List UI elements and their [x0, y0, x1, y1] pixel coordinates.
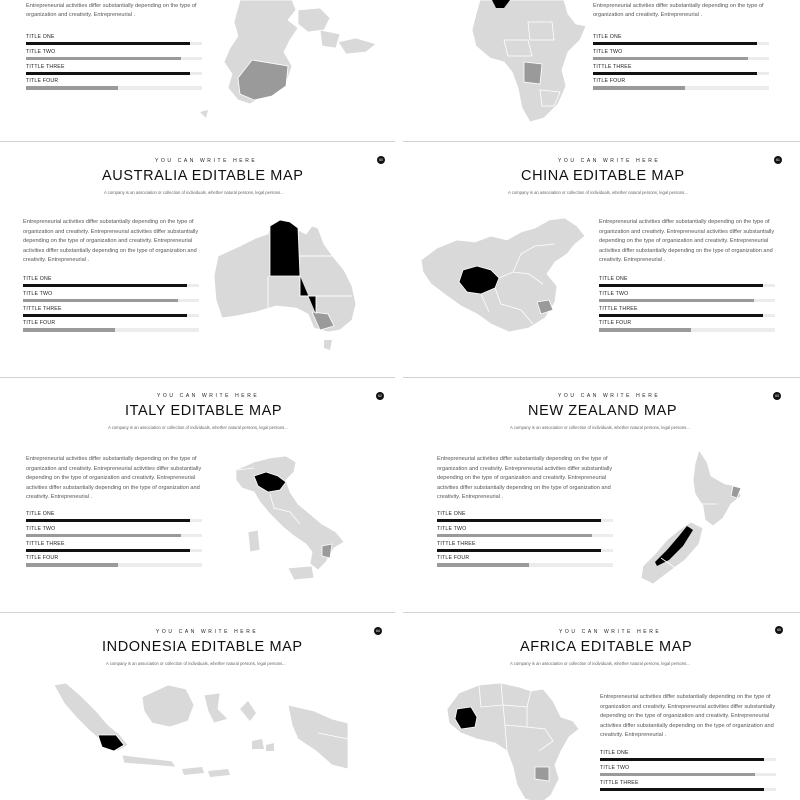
africa-map-partial — [468, 0, 588, 128]
slide-italy — [0, 378, 395, 611]
progress-label: TITLE TWO — [23, 290, 53, 297]
progress-label: TITLE ONE — [437, 511, 466, 517]
china-map — [417, 214, 589, 342]
paragraph-fragment: Entrepreneurial activities differ substantially depending on the type of organization and creativity. Entrepreneurial . — [593, 2, 764, 19]
progress-label: TITLE FOUR — [23, 320, 56, 327]
progress-fill — [437, 534, 592, 537]
progress-fill — [600, 758, 764, 761]
progress-track — [26, 57, 202, 60]
progress-item — [26, 526, 202, 541]
progress-label: TITLE ONE — [600, 750, 629, 756]
progress-item — [23, 320, 199, 335]
progress-label: TITLE TWO — [26, 48, 56, 55]
progress-track — [26, 563, 202, 566]
progress-label: TITTLE THREE — [26, 63, 65, 70]
progress-fill — [437, 549, 601, 552]
progress-fill — [599, 284, 763, 287]
progress-fill — [593, 57, 748, 60]
progress-track — [23, 284, 199, 287]
progress-bars — [599, 276, 775, 335]
slide-indonesia — [0, 613, 395, 800]
progress-item — [599, 276, 775, 291]
slide-subtitle: A company is an association or collection of individuals, whether natural persons, legal persons... — [508, 190, 688, 195]
progress-fill — [593, 42, 757, 45]
progress-item — [26, 64, 202, 79]
progress-bars — [593, 34, 769, 93]
slide-title: NEW ZEALAND MAP — [528, 403, 678, 419]
progress-label: TITLE TWO — [599, 290, 629, 297]
progress-track — [437, 563, 613, 566]
paragraph: Entrepreneurial activities differ substantially depending on the type of organization and creativity. Entrepreneurial activities differ substantially depending on the type of organization and creativity. Entrepreneurial activities differ substantially depending on the type of organization and creativity. Entrepreneurial . — [26, 456, 202, 501]
progress-item — [23, 291, 199, 306]
progress-fill — [593, 86, 685, 89]
progress-item — [599, 320, 775, 335]
progress-fill — [26, 549, 190, 552]
progress-item — [437, 541, 613, 556]
progress-fill — [600, 773, 755, 776]
progress-track — [600, 758, 776, 761]
paragraph: Entrepreneurial activities differ substantially depending on the type of organization and creativity. Entrepreneurial activities differ substantially depending on the type of organization and creativity. Entrepreneurial activities differ substantially depending on the type of organization and creativity. Entrepreneurial . — [437, 456, 613, 501]
progress-track — [26, 86, 202, 89]
progress-label: TITTLE THREE — [26, 540, 65, 547]
progress-item — [23, 276, 199, 291]
slide-number: 61 — [774, 156, 782, 164]
slide-title: ITALY EDITABLE MAP — [125, 403, 283, 419]
italy-map — [230, 452, 350, 587]
slide-subtitle: A company is an association or collection of individuals, whether natural persons, legal persons... — [106, 661, 286, 666]
slide-europe-partial — [0, 0, 395, 141]
progress-fill — [26, 72, 190, 75]
progress-item — [26, 34, 202, 49]
slide-title: AUSTRALIA EDITABLE MAP — [102, 168, 304, 184]
progress-label: TITTLE THREE — [593, 63, 632, 70]
progress-track — [599, 314, 775, 317]
progress-fill — [600, 788, 764, 791]
progress-item — [599, 291, 775, 306]
progress-label: TITLE ONE — [26, 34, 55, 40]
progress-item — [26, 49, 202, 64]
progress-track — [599, 284, 775, 287]
newzealand-map — [637, 446, 747, 596]
progress-label: TITLE ONE — [23, 276, 52, 282]
progress-track — [26, 519, 202, 522]
progress-item — [593, 64, 769, 79]
progress-label: TITLE TWO — [26, 525, 56, 532]
progress-item — [599, 306, 775, 321]
progress-track — [23, 314, 199, 317]
slide-newzealand — [403, 378, 800, 611]
progress-bars — [600, 750, 776, 794]
progress-item — [437, 526, 613, 541]
paragraph-fragment: Entrepreneurial activities differ substantially depending on the type of organization and creativity. Entrepreneurial . — [26, 2, 197, 19]
progress-fill — [599, 328, 691, 331]
progress-label: TITLE FOUR — [437, 555, 470, 562]
progress-fill — [26, 563, 118, 566]
progress-track — [437, 534, 613, 537]
progress-fill — [23, 314, 187, 317]
progress-fill — [26, 519, 190, 522]
progress-label: TITTLE THREE — [23, 305, 62, 312]
slide-subtitle: A company is an association or collection of individuals, whether natural persons, legal persons... — [108, 425, 288, 430]
kicker: YOU CAN WRITE HERE — [157, 393, 260, 399]
slide-number: 63 — [773, 392, 781, 400]
slide-australia — [0, 142, 395, 376]
progress-fill — [23, 299, 178, 302]
paragraph: Entrepreneurial activities differ substantially depending on the type of organization and creativity. Entrepreneurial activities differ substantially depending on the type of organization and creativity. Entrepreneurial activities differ substantially depending on the type of organization and creativity. Entrepreneurial . — [600, 694, 776, 739]
progress-item — [593, 49, 769, 64]
progress-label: TITLE TWO — [593, 48, 623, 55]
progress-bars — [23, 276, 199, 335]
progress-fill — [599, 299, 754, 302]
progress-track — [593, 57, 769, 60]
progress-label: TITLE ONE — [26, 511, 55, 517]
progress-fill — [23, 328, 115, 331]
progress-track — [23, 328, 199, 331]
slide-title: AFRICA EDITABLE MAP — [520, 639, 693, 655]
slide-subtitle: A company is an association or collection of individuals, whether natural persons, legal persons... — [510, 425, 690, 430]
progress-item — [593, 34, 769, 49]
progress-item — [437, 555, 613, 570]
australia-map — [212, 216, 362, 356]
progress-label: TITTLE THREE — [599, 305, 638, 312]
progress-fill — [26, 86, 118, 89]
progress-label: TITLE ONE — [593, 34, 622, 40]
progress-track — [593, 42, 769, 45]
column-gap — [395, 0, 403, 800]
progress-item — [437, 511, 613, 526]
progress-track — [23, 299, 199, 302]
progress-item — [593, 78, 769, 93]
progress-label: TITLE ONE — [599, 276, 628, 282]
progress-item — [600, 765, 776, 780]
progress-fill — [26, 42, 190, 45]
slide-number: 62 — [376, 392, 384, 400]
indonesia-map — [52, 679, 352, 794]
progress-track — [599, 328, 775, 331]
paragraph: Entrepreneurial activities differ substantially depending on the type of organization and creativity. Entrepreneurial activities differ substantially depending on the type of organization and creativity. Entrepreneurial activities differ substantially depending on the type of organization and creativity. Entrepreneurial . — [23, 219, 199, 264]
progress-track — [26, 72, 202, 75]
progress-fill — [593, 72, 757, 75]
progress-label: TITTLE THREE — [437, 540, 476, 547]
kicker: YOU CAN WRITE HERE — [558, 158, 661, 164]
progress-label: TITLE FOUR — [26, 555, 59, 562]
slide-china — [403, 142, 800, 376]
africa-map — [443, 679, 583, 800]
progress-track — [593, 72, 769, 75]
progress-track — [26, 534, 202, 537]
progress-item — [26, 78, 202, 93]
progress-fill — [437, 519, 601, 522]
slide-title: INDONESIA EDITABLE MAP — [102, 639, 303, 655]
progress-fill — [23, 284, 187, 287]
slide-africa — [403, 613, 800, 800]
progress-label: TITLE TWO — [437, 525, 467, 532]
paragraph: Entrepreneurial activities differ substantially depending on the type of organization and creativity. Entrepreneurial activities differ substantially depending on the type of organization and creativity. Entrepreneurial activities differ substantially depending on the type of organization and creativity. Entrepreneurial . — [599, 219, 775, 264]
kicker: YOU CAN WRITE HERE — [156, 629, 259, 635]
progress-label: TITLE FOUR — [26, 78, 59, 85]
kicker: YOU CAN WRITE HERE — [155, 158, 258, 164]
progress-item — [26, 555, 202, 570]
slide-africa-partial — [403, 0, 800, 141]
kicker: YOU CAN WRITE HERE — [559, 629, 662, 635]
slide-subtitle: A company is an association or collection of individuals, whether natural persons, legal persons... — [510, 661, 690, 666]
progress-item — [23, 306, 199, 321]
progress-label: TITLE TWO — [600, 764, 630, 771]
progress-track — [26, 549, 202, 552]
progress-bars — [26, 34, 202, 93]
progress-label: TITLE FOUR — [593, 78, 626, 85]
progress-bars — [26, 511, 202, 570]
progress-bars — [437, 511, 613, 570]
progress-track — [599, 299, 775, 302]
progress-item — [26, 541, 202, 556]
kicker: YOU CAN WRITE HERE — [558, 393, 661, 399]
slide-number: 65 — [775, 626, 783, 634]
europe-map — [180, 0, 390, 128]
progress-item — [600, 780, 776, 795]
progress-item — [26, 511, 202, 526]
progress-track — [437, 549, 613, 552]
progress-fill — [26, 534, 181, 537]
progress-fill — [26, 57, 181, 60]
slide-subtitle: A company is an association or collection of individuals, whether natural persons, legal persons... — [104, 190, 284, 195]
progress-track — [437, 519, 613, 522]
progress-fill — [599, 314, 763, 317]
slide-number: 60 — [377, 156, 385, 164]
progress-fill — [437, 563, 529, 566]
slide-number: 64 — [374, 627, 382, 635]
progress-track — [593, 86, 769, 89]
progress-track — [600, 788, 776, 791]
progress-label: TITLE FOUR — [599, 320, 632, 327]
progress-item — [600, 750, 776, 765]
slide-title: CHINA EDITABLE MAP — [521, 168, 685, 184]
progress-track — [26, 42, 202, 45]
progress-track — [600, 773, 776, 776]
progress-label: TITTLE THREE — [600, 779, 639, 786]
